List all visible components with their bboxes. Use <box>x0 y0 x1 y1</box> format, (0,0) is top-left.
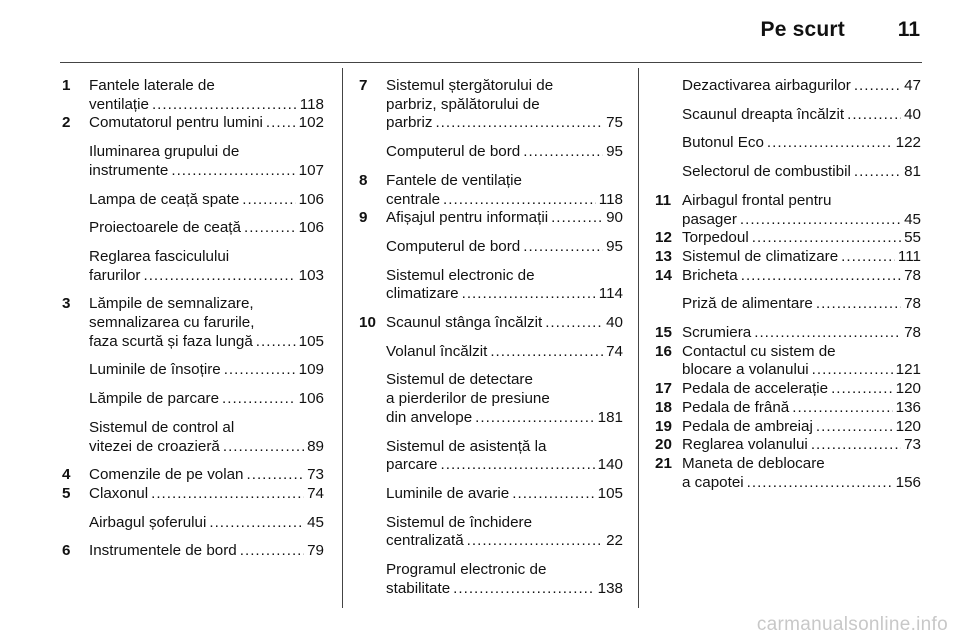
page-reference[interactable]: 89 <box>307 437 324 455</box>
entry-text: parcare <box>386 456 438 474</box>
dot-leader <box>551 209 603 228</box>
index-entry <box>655 455 921 492</box>
entry-text: parbriz <box>386 114 433 132</box>
index-entry <box>655 399 921 418</box>
page-reference[interactable]: 74 <box>307 484 324 502</box>
entry-text: Bricheta <box>682 266 738 284</box>
index-entry <box>655 77 921 96</box>
item-number: 4 <box>62 466 71 484</box>
page-reference[interactable]: 118 <box>299 95 324 113</box>
dot-leader <box>754 324 901 343</box>
column-divider <box>342 68 343 608</box>
page-reference[interactable]: 120 <box>895 380 921 398</box>
page-reference[interactable]: 138 <box>597 579 623 597</box>
page-reference[interactable]: 81 <box>904 163 921 181</box>
entry-last-line <box>682 436 921 455</box>
index-entry <box>62 485 324 504</box>
dot-leader <box>523 143 603 162</box>
index-entry <box>655 324 921 343</box>
entry-text: Airbagul șoferului <box>89 513 207 531</box>
item-number: 19 <box>655 417 672 435</box>
dot-leader <box>143 267 295 286</box>
index-entry <box>62 419 324 456</box>
page-reference[interactable]: 78 <box>904 324 921 342</box>
dot-leader <box>512 485 594 504</box>
entry-text: centrale <box>386 190 441 208</box>
entry-last-line <box>89 267 324 286</box>
entry-text: stabilitate <box>386 579 451 597</box>
entry-text: climatizare <box>386 285 459 303</box>
entry-text: Proiectoarele de ceață <box>89 219 241 237</box>
page-reference[interactable]: 102 <box>298 114 324 132</box>
entry-text: blocare a volanului <box>682 361 809 379</box>
page-reference[interactable]: 74 <box>606 342 623 360</box>
index-column-2 <box>359 77 623 598</box>
index-entry <box>359 172 623 209</box>
entry-text: Contactul cu sistem de <box>682 342 836 360</box>
index-entry <box>359 77 623 133</box>
dot-leader <box>475 409 595 428</box>
entry-last-line <box>682 418 921 437</box>
entry-last-line <box>682 211 921 230</box>
dot-leader <box>847 106 901 125</box>
dot-leader <box>171 162 295 181</box>
entry-text: Sistemul de închidere <box>386 513 533 531</box>
entry-text: a pierderilor de presiune <box>386 390 550 408</box>
entry-text: Lămpile de semnalizare, <box>89 295 254 313</box>
dot-leader <box>545 314 603 333</box>
entry-text: faza scurtă și faza lungă <box>89 332 253 350</box>
index-entry <box>359 514 623 551</box>
dot-leader <box>443 191 596 210</box>
index-entry <box>62 191 324 210</box>
index-entry <box>655 192 921 229</box>
index-entry <box>655 248 921 267</box>
index-entry <box>62 219 324 238</box>
entry-last-line <box>89 514 324 533</box>
entry-text: Selectorul de combustibil <box>682 163 851 181</box>
index-entry <box>62 542 324 561</box>
entry-last-line <box>682 295 921 314</box>
index-entry <box>359 343 623 362</box>
item-number: 7 <box>359 77 368 94</box>
item-number: 8 <box>359 171 368 189</box>
page-reference[interactable]: 107 <box>298 161 324 179</box>
entry-last-line <box>89 390 324 409</box>
dot-leader <box>752 229 901 248</box>
dot-leader <box>841 248 895 267</box>
entry-last-line <box>682 134 921 153</box>
dot-leader <box>812 361 893 380</box>
page-reference[interactable]: 55 <box>904 229 921 247</box>
item-number: 1 <box>62 77 71 94</box>
entry-last-line <box>89 438 324 457</box>
index-entry <box>359 485 623 504</box>
entry-last-line <box>386 285 623 304</box>
entry-last-line <box>682 163 921 182</box>
entry-last-line <box>386 314 623 333</box>
item-number: 14 <box>655 266 672 284</box>
entry-text: Reglarea volanului <box>682 436 808 454</box>
page-title: Pe scurt <box>760 18 845 41</box>
index-entry <box>655 163 921 182</box>
dot-leader <box>747 474 893 493</box>
entry-text: Luminile de însoțire <box>89 361 221 379</box>
entry-last-line <box>682 77 921 96</box>
entry-last-line <box>682 267 921 286</box>
index-entry <box>62 143 324 180</box>
entry-text: Pedala de frână <box>682 398 790 416</box>
page-reference[interactable]: 78 <box>904 266 921 284</box>
page-reference[interactable]: 140 <box>597 456 623 474</box>
page-reference[interactable]: 45 <box>307 513 324 531</box>
entry-last-line <box>89 542 324 561</box>
index-entry <box>62 361 324 380</box>
dot-leader <box>767 134 893 153</box>
item-number: 11 <box>655 191 672 209</box>
index-entry <box>655 106 921 125</box>
entry-text: Claxonul <box>89 484 149 502</box>
dot-leader <box>453 580 594 599</box>
item-number: 12 <box>655 229 672 247</box>
page-reference[interactable]: 47 <box>904 77 921 94</box>
entry-text: Luminile de avarie <box>386 484 510 502</box>
index-entry <box>359 209 623 228</box>
index-entry <box>655 134 921 153</box>
page-reference[interactable]: 45 <box>904 210 921 228</box>
page-reference[interactable]: 73 <box>904 436 921 454</box>
entry-last-line <box>89 114 324 133</box>
index-entry <box>359 314 623 333</box>
entry-text: semnalizarea cu farurile, <box>89 314 255 332</box>
index-entry <box>359 267 623 304</box>
dot-leader <box>240 542 304 561</box>
entry-last-line <box>89 191 324 210</box>
page-reference[interactable]: 73 <box>307 466 324 484</box>
index-entry <box>62 295 324 351</box>
dot-leader <box>462 285 596 304</box>
entry-text: Lampa de ceață spate <box>89 190 240 208</box>
entry-text: Torpedoul <box>682 229 749 247</box>
entry-last-line <box>682 106 921 125</box>
index-entry <box>62 514 324 533</box>
entry-last-line <box>89 485 324 504</box>
entry-last-line <box>682 324 921 343</box>
index-entry <box>359 561 623 598</box>
entry-last-line <box>386 114 623 133</box>
entry-last-line <box>386 209 623 228</box>
entry-last-line <box>89 466 324 485</box>
page-reference[interactable]: 75 <box>606 114 623 132</box>
page-reference[interactable]: 95 <box>606 143 623 161</box>
page-reference[interactable]: 90 <box>606 209 623 227</box>
page-reference[interactable]: 111 <box>897 247 921 265</box>
entry-last-line <box>89 162 324 181</box>
dot-leader <box>854 163 901 182</box>
dot-leader <box>223 438 304 457</box>
entry-text: Scaunul dreapta încălzit <box>682 105 845 123</box>
page-reference[interactable]: 78 <box>904 295 921 313</box>
index-entry <box>62 466 324 485</box>
dot-leader <box>854 77 901 96</box>
entry-text: vitezei de croazieră <box>89 437 220 455</box>
entry-text: Dezactivarea airbagurilor <box>682 77 851 94</box>
dot-leader <box>740 211 901 230</box>
page-reference[interactable]: 106 <box>298 219 324 237</box>
entry-last-line <box>89 96 324 115</box>
entry-text: Sistemul ștergătorului de <box>386 77 554 94</box>
dot-leader <box>490 343 603 362</box>
item-number: 17 <box>655 380 672 398</box>
entry-last-line <box>386 485 623 504</box>
watermark: carmanualsonline.info <box>756 614 948 635</box>
item-number: 10 <box>359 314 376 332</box>
item-number: 18 <box>655 398 672 416</box>
index-column-3 <box>655 77 921 492</box>
entry-text: Pedala de accelerație <box>682 380 829 398</box>
index-entry <box>655 380 921 399</box>
index-entry <box>62 114 324 133</box>
entry-text: Butonul Eco <box>682 134 764 152</box>
page-reference[interactable]: 106 <box>298 390 324 408</box>
entry-text: Computerul de bord <box>386 237 521 255</box>
page-reference[interactable]: 40 <box>606 314 623 332</box>
entry-text: Reglarea fasciculului <box>89 247 230 265</box>
page-reference[interactable]: 105 <box>298 332 324 350</box>
dot-leader <box>242 191 295 210</box>
index-entry <box>655 295 921 314</box>
index-entry <box>359 438 623 475</box>
entry-text: din anvelope <box>386 408 473 426</box>
index-entry <box>655 436 921 455</box>
dot-leader <box>224 361 296 380</box>
index-column-1 <box>62 77 324 561</box>
entry-text: Maneta de deblocare <box>682 454 825 472</box>
dot-leader <box>244 219 296 238</box>
entry-text: farurilor <box>89 266 141 284</box>
column-divider <box>638 68 639 608</box>
dot-leader <box>811 436 901 455</box>
entry-text: Instrumentele de bord <box>89 542 237 560</box>
entry-text: Scrumiera <box>682 324 752 342</box>
entry-last-line <box>682 399 921 418</box>
page-number: 11 <box>897 18 920 41</box>
entry-text: instrumente <box>89 161 169 179</box>
header-divider <box>60 62 922 63</box>
entry-text: Sistemul de climatizare <box>682 247 839 265</box>
page-reference[interactable]: 120 <box>895 417 921 435</box>
entry-last-line <box>89 361 324 380</box>
entry-text: Fantele laterale de <box>89 77 215 94</box>
item-number: 21 <box>655 454 672 472</box>
item-number: 20 <box>655 436 672 454</box>
page-reference[interactable]: 122 <box>895 134 921 152</box>
entry-last-line <box>386 238 623 257</box>
entry-text: Iluminarea grupului de <box>89 143 240 161</box>
entry-text: Sistemul de detectare <box>386 371 533 389</box>
entry-last-line <box>386 532 623 551</box>
dot-leader <box>435 114 603 133</box>
entry-text: Afișajul pentru informații <box>386 209 549 227</box>
page-reference[interactable]: 181 <box>597 408 623 426</box>
entry-text: Sistemul de control al <box>89 418 235 436</box>
dot-leader <box>222 390 296 409</box>
page-reference[interactable]: 22 <box>606 532 623 550</box>
entry-text: centralizată <box>386 532 464 550</box>
page-reference[interactable]: 106 <box>298 190 324 208</box>
index-entry <box>359 371 623 427</box>
page-reference[interactable]: 118 <box>598 190 623 208</box>
entry-text: Programul electronic de <box>386 561 547 579</box>
page-reference[interactable]: 136 <box>895 398 921 416</box>
dot-leader <box>523 238 603 257</box>
entry-last-line <box>386 343 623 362</box>
dot-leader <box>816 418 893 437</box>
page-reference[interactable]: 156 <box>895 473 921 491</box>
entry-text: Lămpile de parcare <box>89 390 220 408</box>
index-entry <box>655 418 921 437</box>
dot-leader <box>209 514 304 533</box>
dot-leader <box>247 466 305 485</box>
entry-last-line <box>682 474 921 493</box>
page-reference[interactable]: 40 <box>904 105 921 123</box>
entry-last-line <box>682 380 921 399</box>
entry-last-line <box>386 143 623 162</box>
entry-last-line <box>386 409 623 428</box>
item-number: 9 <box>359 209 368 227</box>
item-number: 13 <box>655 247 672 265</box>
entry-last-line <box>89 333 324 352</box>
entry-text: a capotei <box>682 473 744 491</box>
entry-text: Volanul încălzit <box>386 342 488 360</box>
entry-text: Computerul de bord <box>386 143 521 161</box>
page-reference[interactable]: 103 <box>298 266 324 284</box>
index-entry <box>655 229 921 248</box>
entry-text: Pedala de ambreiaj <box>682 417 813 435</box>
entry-last-line <box>682 361 921 380</box>
page-reference[interactable]: 105 <box>597 484 623 502</box>
page-reference[interactable]: 121 <box>895 361 921 379</box>
page-reference[interactable]: 95 <box>606 237 623 255</box>
item-number: 15 <box>655 324 672 342</box>
dot-leader <box>816 295 901 314</box>
entry-text: Comutatorul pentru lumini <box>89 114 263 132</box>
entry-text: Priză de alimentare <box>682 295 813 313</box>
dot-leader <box>151 485 304 504</box>
page-reference[interactable]: 109 <box>298 361 324 379</box>
dot-leader <box>741 267 901 286</box>
entry-last-line <box>682 248 921 267</box>
page-reference[interactable]: 114 <box>598 285 623 303</box>
item-number: 5 <box>62 484 71 502</box>
entry-text: pasager <box>682 210 737 228</box>
index-entry <box>655 343 921 380</box>
entry-last-line <box>386 580 623 599</box>
entry-text: Sistemul de asistență la <box>386 437 547 455</box>
entry-text: ventilație <box>89 95 149 113</box>
item-number: 3 <box>62 295 71 313</box>
index-entry <box>62 77 324 114</box>
entry-text: Comenzile de pe volan <box>89 466 244 484</box>
entry-text: parbriz, spălătorului de <box>386 95 540 113</box>
dot-leader <box>256 333 296 352</box>
dot-leader <box>266 114 296 133</box>
index-entry <box>359 143 623 162</box>
index-entry <box>359 238 623 257</box>
entry-last-line <box>89 219 324 238</box>
index-entry <box>655 267 921 286</box>
item-number: 2 <box>62 114 71 132</box>
entry-last-line <box>682 229 921 248</box>
entry-text: Airbagul frontal pentru <box>682 191 832 209</box>
item-number: 6 <box>62 542 71 560</box>
entry-text: Sistemul electronic de <box>386 266 535 284</box>
dot-leader <box>831 380 893 399</box>
page-reference[interactable]: 79 <box>307 542 324 560</box>
item-number: 16 <box>655 342 672 360</box>
entry-text: Fantele de ventilație <box>386 171 522 189</box>
dot-leader <box>792 399 892 418</box>
entry-text: Scaunul stânga încălzit <box>386 314 543 332</box>
dot-leader <box>467 532 603 551</box>
index-entry <box>62 248 324 285</box>
dot-leader <box>152 96 297 115</box>
index-entry <box>62 390 324 409</box>
entry-last-line <box>386 456 623 475</box>
entry-last-line <box>386 191 623 210</box>
dot-leader <box>441 456 595 475</box>
